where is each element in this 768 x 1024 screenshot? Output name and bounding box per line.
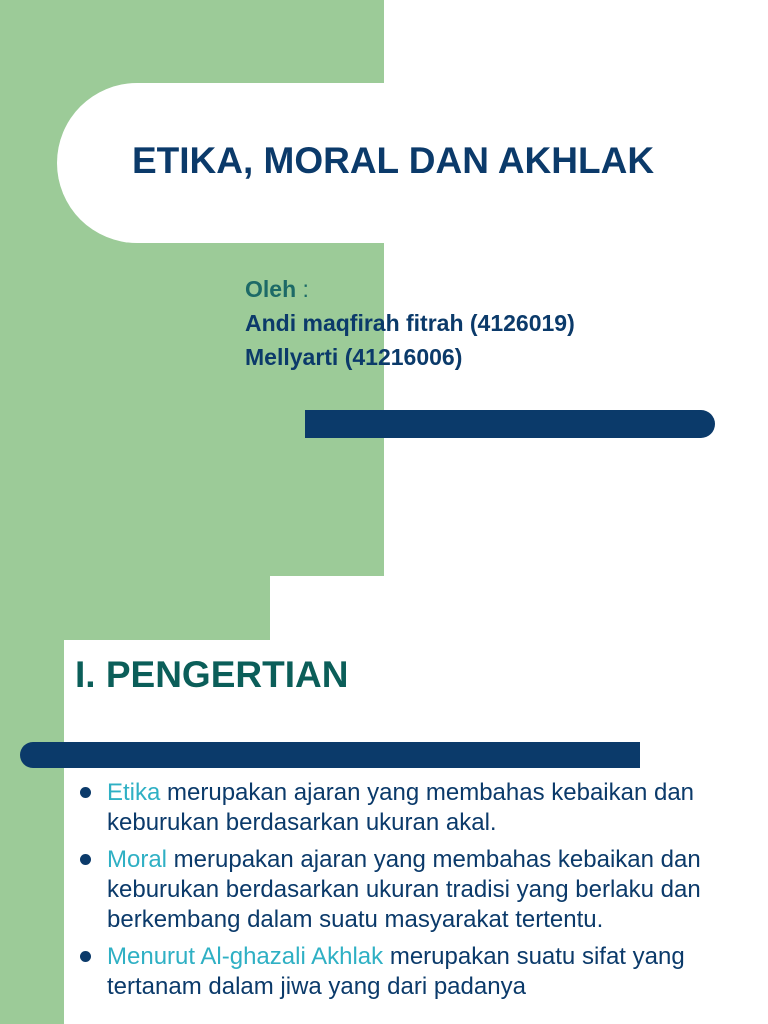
oleh-line (245, 272, 575, 306)
author-block (245, 272, 575, 374)
slide-title: ETIKA, MORAL DAN AKHLAK (131, 140, 655, 181)
content-slide (0, 576, 768, 1024)
bullet-dot-icon (80, 787, 91, 798)
oleh-label: Oleh (245, 276, 297, 302)
term-moral: Moral (107, 846, 168, 873)
bullet-dot-icon (80, 951, 91, 962)
list-item (80, 778, 760, 838)
decorative-bar (20, 742, 640, 768)
definition-text: merupakan ajaran yang membahas kebaikan dan keburukan berdasarkan ukuran akal. (107, 779, 695, 836)
list-item (80, 845, 760, 935)
author-name-1: Andi maqfirah fitrah (4126019) (245, 310, 575, 336)
definition-text: merupakan ajaran yang membahas kebaikan dan keburukan berdasarkan ukuran tradisi yang berlaku dan berkembang dalam suatu masyarakat tertentu. (107, 846, 701, 933)
green-panel-left (0, 576, 64, 1024)
green-panel-top (0, 576, 270, 640)
bullet-dot-icon (80, 854, 91, 865)
list-item (80, 942, 760, 1002)
author-name-2: Mellyarti (41216006) (245, 344, 463, 370)
section-heading: I. PENGERTIAN (75, 654, 349, 695)
definition-text: merupakan suatu sifat yang tertanam dalam jiwa yang dari padanya (107, 943, 685, 1000)
definition-list (80, 778, 760, 1009)
decorative-bar (305, 410, 715, 438)
term-akhlak: Menurut Al-ghazali Akhlak (107, 943, 384, 970)
oleh-colon: : (296, 276, 309, 302)
term-etika: Etika (107, 779, 161, 806)
